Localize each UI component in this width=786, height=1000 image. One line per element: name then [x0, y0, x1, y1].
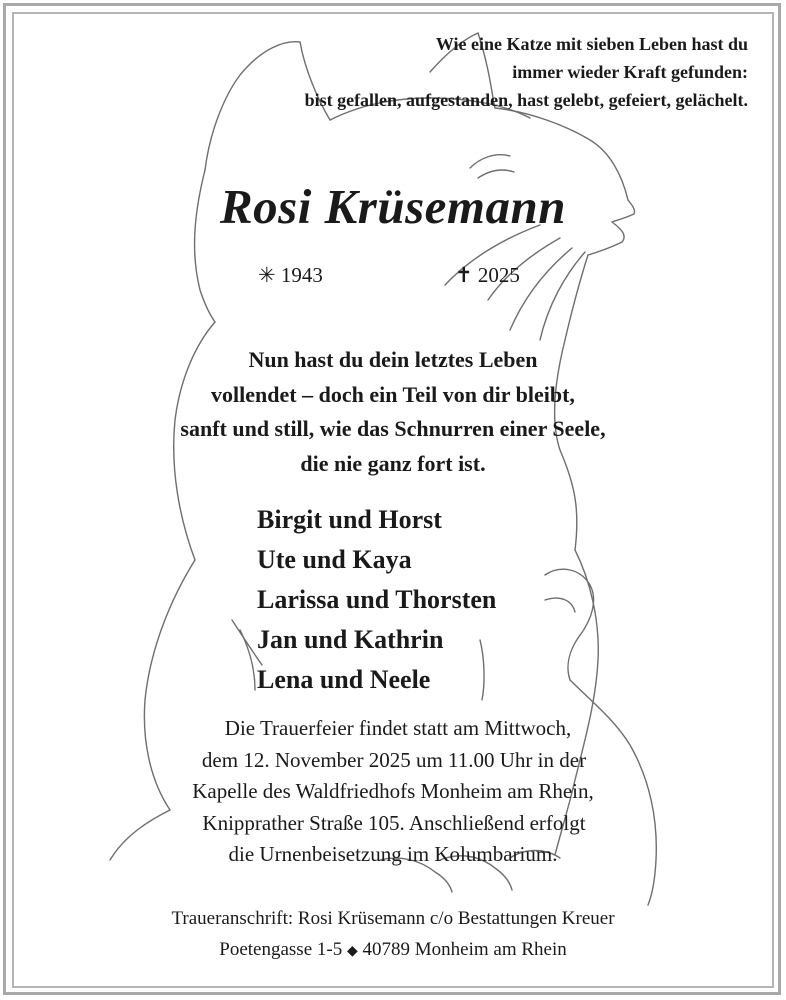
poem-line: sanft und still, wie das Schnurren einer Seele, — [180, 416, 606, 441]
mourner-entry: Birgit und Horst — [257, 505, 442, 534]
funeral-service-info — [0, 713, 786, 871]
motto-line: immer wieder Kraft gefunden: — [512, 62, 748, 82]
memorial-poem — [0, 343, 786, 481]
birth-year: 1943 — [280, 263, 323, 287]
motto-line: bist gefallen, aufgestanden, hast gelebt, gefeiert, gelächelt. — [304, 90, 748, 110]
poem-line: die nie ganz fort ist. — [300, 450, 486, 476]
mourners-list — [257, 500, 496, 700]
address-street: Poetengasse 1-5 — [219, 939, 343, 960]
address-line: Traueranschrift: Rosi Krüsemann c/o Bestattungen Kreuer — [171, 908, 615, 929]
poem-line: vollendet – doch ein Teil von dir bleibt, — [211, 381, 575, 407]
service-line: die Urnenbeisetzung im Kolumbarium. — [228, 842, 558, 866]
service-line: Kapelle des Waldfriedhofs Monheim am Rhein, — [192, 779, 594, 803]
mourner-entry: Lena und Neele — [257, 665, 431, 694]
service-line: dem 12. November 2025 um 11.00 Uhr in der — [201, 747, 587, 772]
mourning-address — [0, 903, 786, 967]
service-line: Die Trauerfeier findet statt am Mittwoch, — [224, 716, 572, 740]
star-icon: ✳ — [258, 263, 276, 287]
mourner-entry: Jan und Kathrin — [257, 625, 444, 654]
cross-icon: ✝ — [455, 263, 473, 287]
service-line: Knipprather Straße 105. Anschließend erfolgt — [202, 810, 586, 835]
mourner-entry: Larissa und Thorsten — [257, 585, 497, 614]
death-year: 2025 — [477, 263, 520, 287]
poem-line: Nun hast du dein letztes Leben — [248, 347, 538, 372]
birth-date — [258, 263, 323, 288]
mourner-entry: Ute und Kaya — [257, 545, 412, 574]
address-city: 40789 Monheim am Rhein — [362, 939, 567, 960]
deceased-name: Rosi Krüsemann — [219, 179, 567, 234]
motto-line: Wie eine Katze mit sieben Leben hast du — [435, 34, 748, 54]
motto-verse — [305, 30, 748, 114]
diamond-icon: ◆ — [346, 944, 358, 959]
address-line-2 — [0, 934, 786, 967]
death-date — [455, 263, 520, 288]
